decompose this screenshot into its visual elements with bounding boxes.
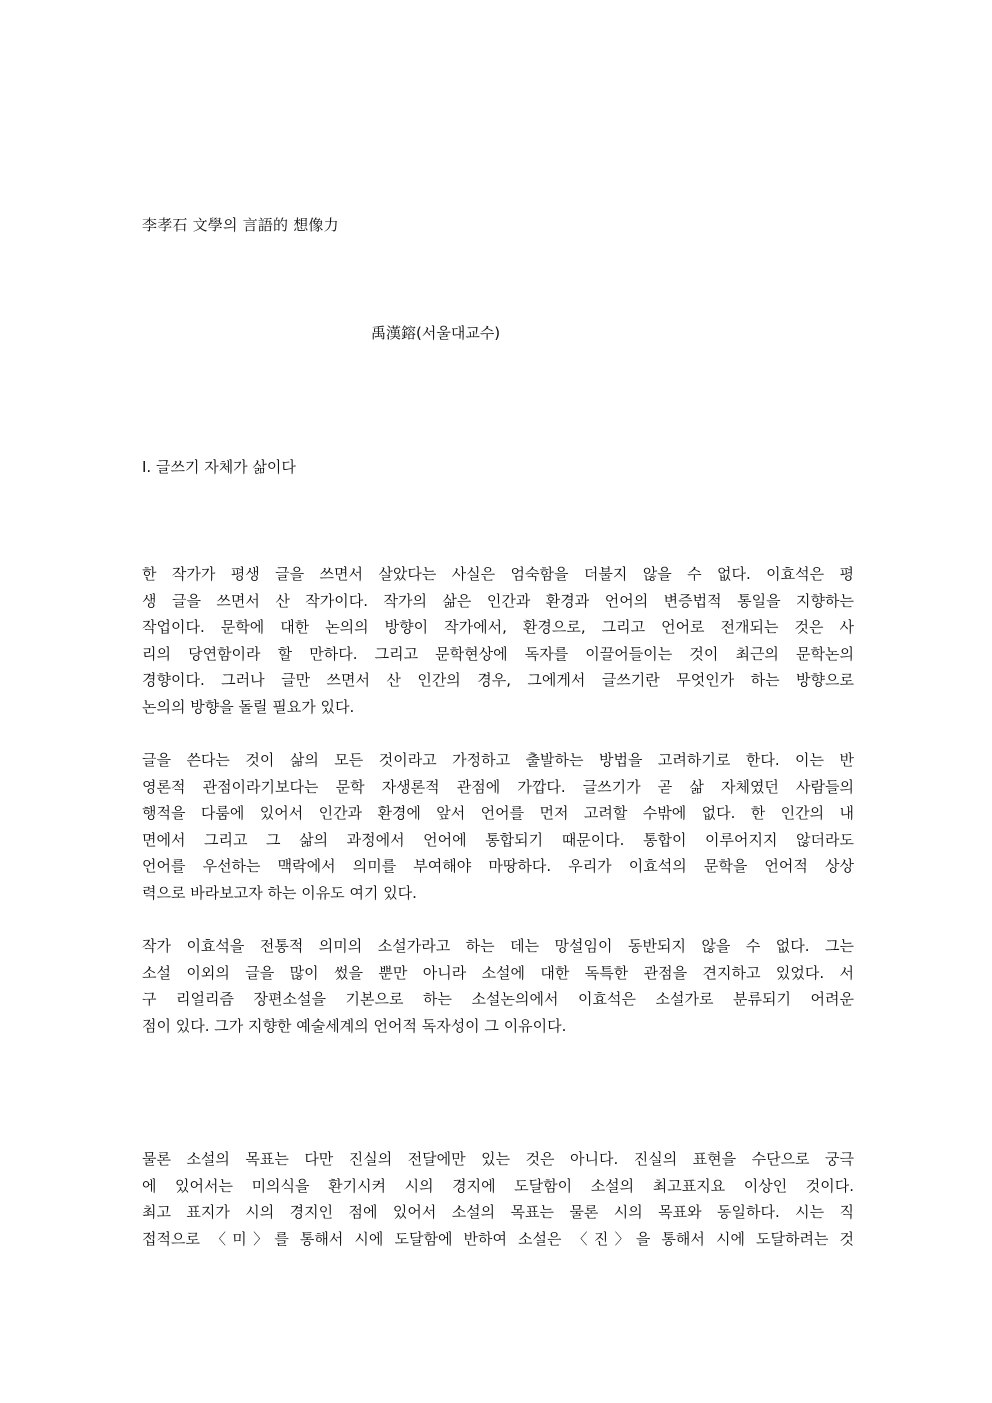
- body-paragraph-1: [142, 561, 854, 721]
- body-paragraph-2: [142, 747, 854, 907]
- paragraph-line: 작업이다. 문학에 대한 논의의 방향이 작가에서, 환경으로, 그리고 언어로 전개되는 것은 사: [142, 618, 854, 637]
- paragraph-line: 력으로 바라보고자 하는 이유도 여기 있다.: [142, 883, 417, 902]
- paragraph-line: 행적을 다룸에 있어서 인간과 환경에 앞서 언어를 먼저 고려할 수밖에 없다. 한 인간의 내: [142, 804, 854, 823]
- section-heading: Ⅰ. 글쓰기 자체가 삶이다: [142, 458, 296, 476]
- paragraph-line: 물론 소설의 목표는 다만 진실의 전달에만 있는 것은 아니다. 진실의 표현을 수단으로 궁극: [142, 1150, 854, 1168]
- paragraph-line: 리의 당연함이라 할 만하다. 그리고 문학현상에 독자를 이끌어들이는 것이 최근의 문학논의: [142, 644, 854, 663]
- paragraph-line: 구 리얼리즘 장편소설을 기본으로 하는 소설논의에서 이효석은 소설가로 분류되기 어려운: [142, 990, 854, 1009]
- paragraph-line: 에 있어서는 미의식을 환기시켜 시의 경지에 도달함이 소설의 최고표지요 이상인 것이다.: [142, 1176, 854, 1195]
- paragraph-line: 점이 있다. 그가 지향한 예술세계의 언어적 독자성이 그 이유이다.: [142, 1016, 567, 1035]
- paragraph-line: 한 작가가 평생 글을 쓰면서 살았다는 사실은 엄숙함을 더불지 않을 수 없다. 이효석은 평: [142, 565, 854, 583]
- author-line: 禹漢鎔(서울대교수): [371, 324, 501, 342]
- paragraph-line: 작가 이효석을 전통적 의미의 소설가라고 하는 데는 망설임이 동반되지 않을 수 없다. 그는: [142, 937, 854, 955]
- paragraph-line: 영론적 관점이라기보다는 문학 자생론적 관점에 가깝다. 글쓰기가 곧 삶 자체였던 사람들의: [142, 777, 854, 796]
- paragraph-line: 경향이다. 그러나 글만 쓰면서 산 인간의 경우, 그에게서 글쓰기란 무엇인가 하는 방향으로: [142, 671, 854, 690]
- paragraph-line: 글을 쓴다는 것이 삶의 모든 것이라고 가정하고 출발하는 방법을 고려하기로 한다. 이는 반: [142, 751, 854, 769]
- document-title: 李孝石 文學의 言語的 想像力: [142, 216, 339, 234]
- paragraph-line: 논의의 방향을 돌릴 필요가 있다.: [142, 697, 355, 716]
- paragraph-line: 생 글을 쓰면서 산 작가이다. 작가의 삶은 인간과 환경과 언어의 변증법적 통일을 지향하는: [142, 591, 854, 610]
- paragraph-line: 최고 표지가 시의 경지인 점에 있어서 소설의 목표는 물론 시의 목표와 동일하다. 시는 직: [142, 1203, 854, 1222]
- paragraph-line: 소설 이외의 글을 많이 썼을 뿐만 아니라 소설에 대한 독특한 관점을 견지하고 있었다. 서: [142, 963, 854, 982]
- body-paragraph-3: [142, 933, 854, 1039]
- paragraph-line: 면에서 그리고 그 삶의 과정에서 언어에 통합되기 때문이다. 통합이 이루어지지 않더라도: [142, 830, 854, 849]
- paragraph-line: 언어를 우선하는 맥락에서 의미를 부여해야 마땅하다. 우리가 이효석의 문학을 언어적 상상: [142, 857, 854, 876]
- paragraph-line: 접적으로 〈미〉를 통해서 시에 도달함에 반하여 소설은 〈진〉을 통해서 시에 도달하려는 것: [142, 1229, 854, 1248]
- body-paragraph-4: [142, 1146, 854, 1252]
